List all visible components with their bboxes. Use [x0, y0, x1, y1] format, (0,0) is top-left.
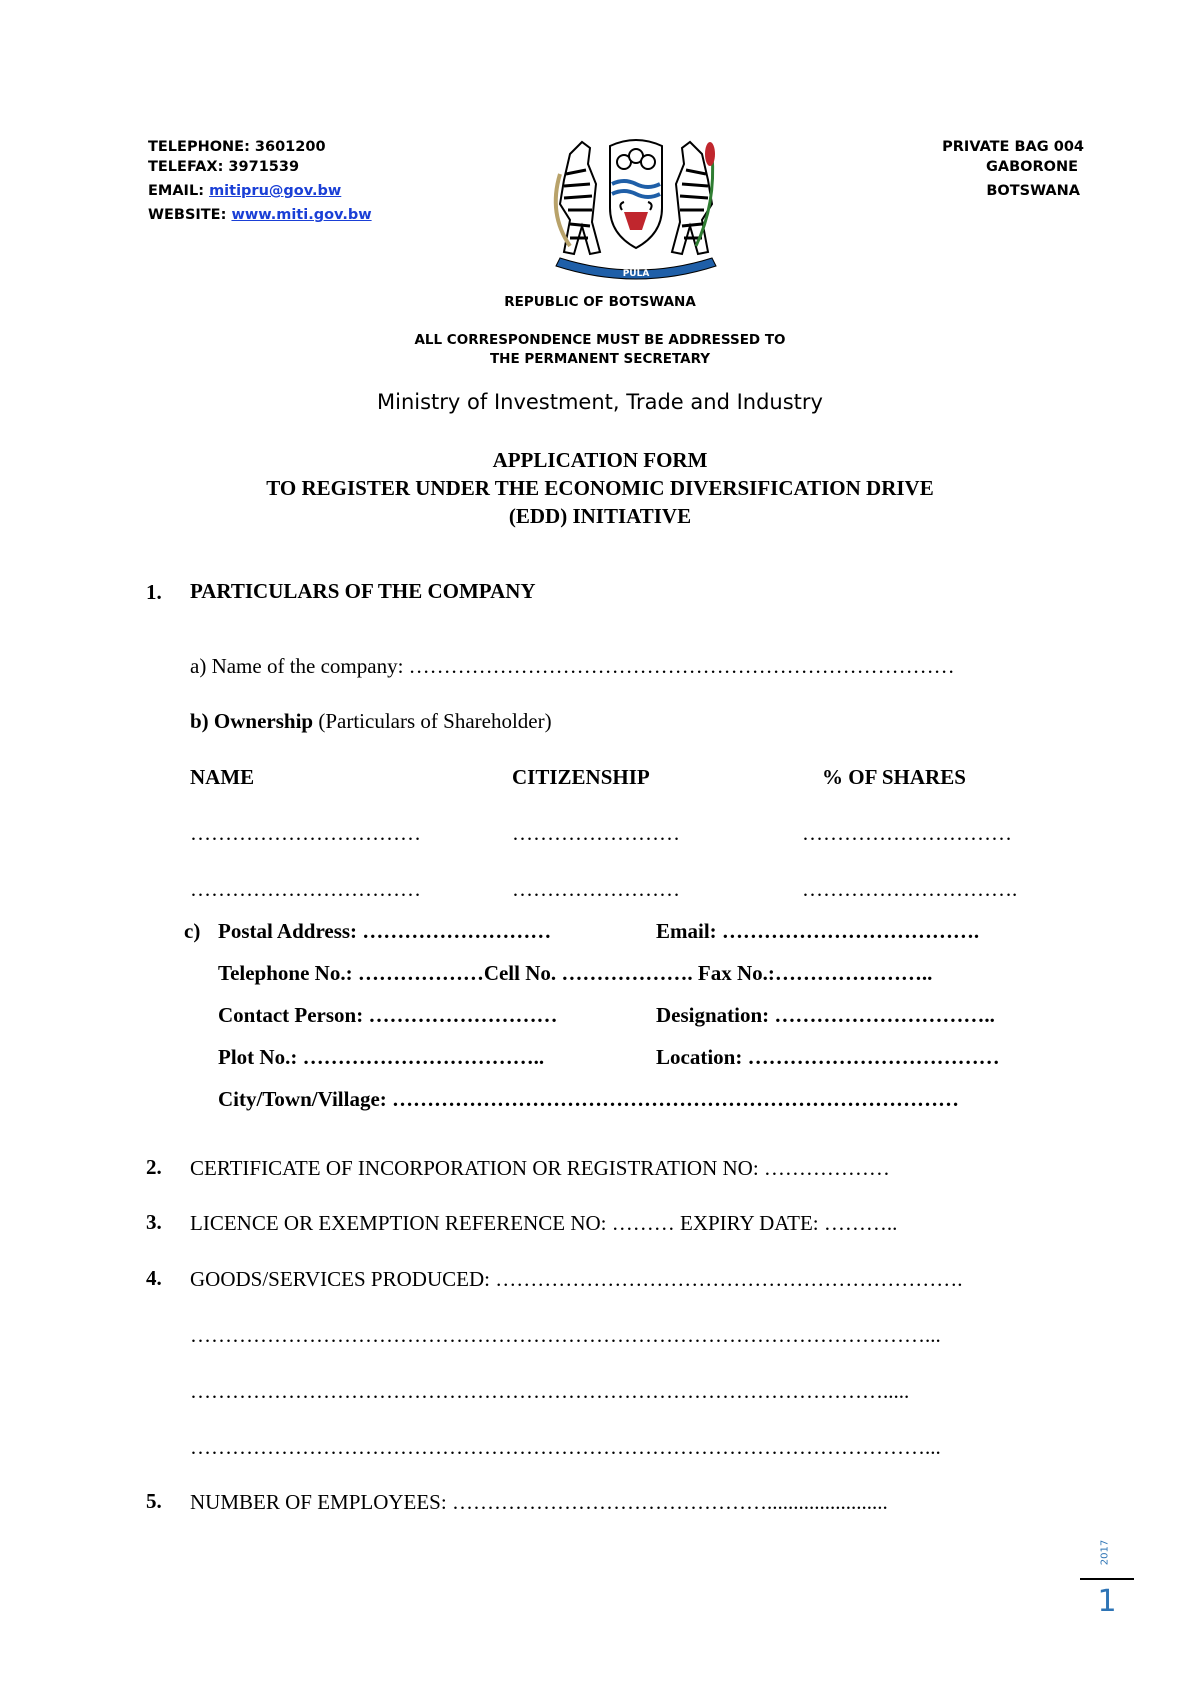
- motto-text: PULA: [622, 269, 650, 279]
- shield-icon: [610, 140, 662, 248]
- ministry-name: Ministry of Investment, Trade and Industry: [377, 390, 823, 414]
- form-title-line1: APPLICATION FORM: [492, 448, 708, 472]
- gaborone-text: GABORONE: [985, 159, 1078, 175]
- page-number: 1: [1097, 1584, 1117, 1619]
- website-link[interactable]: www.miti.gov.bw: [231, 207, 372, 223]
- website-label: WEBSITE:: [148, 207, 227, 223]
- ownership-line: [190, 708, 552, 734]
- col-shares-header: % OF SHARES: [822, 765, 966, 789]
- col-name-header: NAME: [190, 765, 255, 789]
- number-of-employees-field[interactable]: NUMBER OF EMPLOYEES: ……………………………………….......................: [190, 1490, 888, 1514]
- telephone-cell-fax-field[interactable]: Telephone No.: ………………Cell No. ………………. Fax No.:…………………..: [218, 961, 933, 985]
- form-title-line3: (EDD) INITIATIVE: [508, 504, 692, 528]
- section4-number: 4.: [146, 1266, 162, 1290]
- designation-field[interactable]: Designation: …………………………..: [656, 1003, 995, 1027]
- header-contact-block: [148, 137, 372, 225]
- correspondence-line1: ALL CORRESPONDENCE MUST BE ADDRESSED TO: [414, 332, 786, 348]
- ownership-label: b) Ownership: [190, 709, 314, 733]
- header-address-block: [942, 137, 1084, 201]
- private-bag-text: PRIVATE BAG 004: [942, 139, 1084, 155]
- shareholder-name-2[interactable]: ……………………………: [190, 877, 421, 901]
- shareholder-name-1[interactable]: ……………………………: [190, 821, 421, 845]
- section3-number: 3.: [146, 1210, 162, 1234]
- plot-number-field[interactable]: Plot No.: ……………………………..: [218, 1045, 545, 1069]
- coat-of-arms-emblem: [540, 134, 732, 282]
- website-line: [148, 205, 372, 225]
- shareholder-shares-1[interactable]: …………………………: [802, 821, 1012, 845]
- telefax-text: TELEFAX: 3971539: [148, 159, 300, 175]
- company-name-field[interactable]: a) Name of the company: ……………………………………………………………………: [190, 654, 955, 678]
- footer-year: 2017: [1099, 1539, 1111, 1566]
- c-label: c): [184, 919, 201, 943]
- republic-text: REPUBLIC OF BOTSWANA: [504, 294, 696, 310]
- telephone-text: TELEPHONE: 3601200: [148, 139, 326, 155]
- form-title: [0, 446, 1200, 530]
- col-citizenship-header: CITIZENSHIP: [512, 765, 650, 789]
- email-line: [148, 181, 372, 201]
- goods-services-field[interactable]: GOODS/SERVICES PRODUCED: ………………………………………………………….: [190, 1267, 963, 1291]
- section5-number: 5.: [146, 1489, 162, 1513]
- postal-address-field[interactable]: Postal Address: ………………………: [218, 919, 552, 943]
- shareholder-citizenship-2[interactable]: ……………………: [512, 877, 680, 901]
- shareholder-citizenship-1[interactable]: ……………………: [512, 821, 680, 845]
- botswana-text: BOTSWANA: [986, 183, 1080, 199]
- ownership-subtitle: (Particulars of Shareholder): [313, 709, 552, 733]
- motto-ribbon-icon: [556, 258, 716, 279]
- section2-number: 2.: [146, 1155, 162, 1179]
- goods-services-line-2[interactable]: ……………………………………………………………………………………….....: [190, 1379, 910, 1403]
- licence-expiry-field[interactable]: LICENCE OR EXEMPTION REFERENCE NO: ……… EXPIRY DATE: ………..: [190, 1211, 898, 1235]
- form-title-line2: TO REGISTER UNDER THE ECONOMIC DIVERSIFICATION DRIVE: [266, 476, 934, 500]
- shareholder-shares-2[interactable]: ………………………….: [802, 877, 1018, 901]
- section1-number: 1.: [146, 580, 162, 604]
- city-town-village-field[interactable]: City/Town/Village: ………………………………………………………………………: [218, 1087, 960, 1111]
- footer-divider: [1080, 1578, 1134, 1580]
- goods-services-line-1[interactable]: ……………………………………………………………………………………………...: [190, 1323, 941, 1347]
- location-field[interactable]: Location: ………………………………: [656, 1045, 1000, 1069]
- email-label: EMAIL:: [148, 183, 204, 199]
- correspondence-line2: THE PERMANENT SECRETARY: [489, 351, 711, 367]
- email-link[interactable]: mitipru@gov.bw: [209, 183, 342, 199]
- email-field[interactable]: Email: ……………………………….: [656, 919, 980, 943]
- contact-person-field[interactable]: Contact Person: ………………………: [218, 1003, 558, 1027]
- section1-heading: PARTICULARS OF THE COMPANY: [190, 579, 536, 603]
- registration-number-field[interactable]: CERTIFICATE OF INCORPORATION OR REGISTRATION NO: ………………: [190, 1156, 890, 1180]
- goods-services-line-3[interactable]: ……………………………………………………………………………………………...: [190, 1435, 941, 1459]
